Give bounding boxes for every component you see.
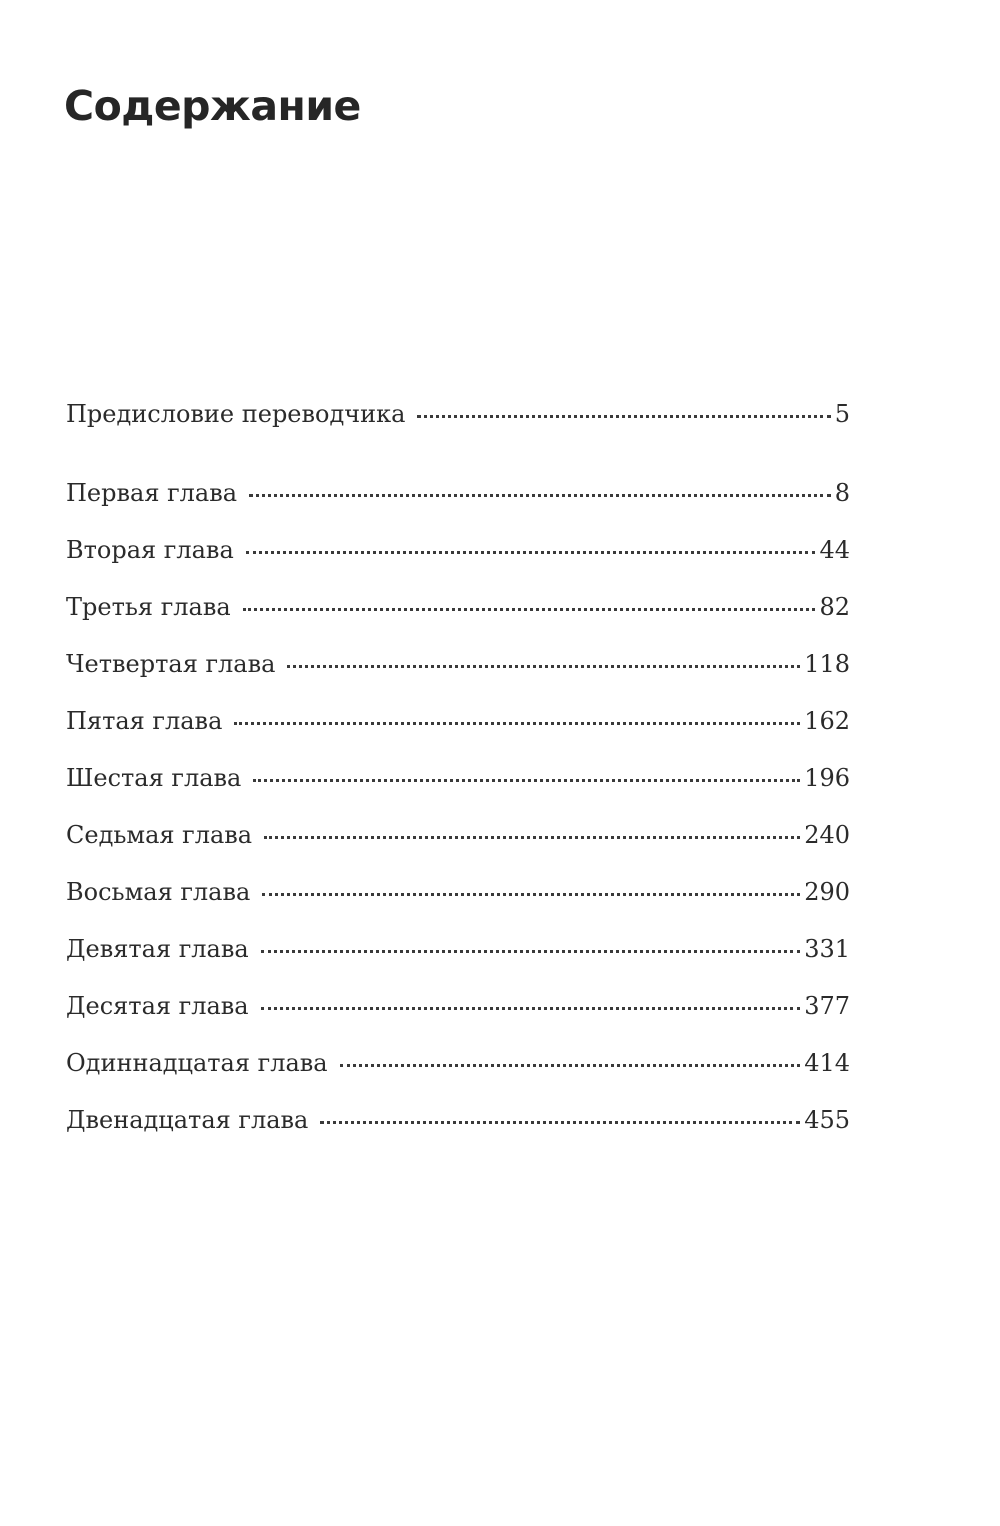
toc-entry-title: Седьмая глава [66, 821, 253, 849]
dot-leader [340, 1064, 801, 1067]
toc-entry-title: Вторая глава [66, 536, 234, 564]
toc-entry-title: Восьмая глава [66, 878, 251, 906]
dot-leader [261, 950, 801, 953]
toc-entry [66, 593, 850, 627]
toc-entry-title: Десятая глава [66, 992, 249, 1020]
toc-entry [66, 400, 850, 434]
dot-leader [264, 836, 800, 839]
toc-entry-page: 377 [804, 992, 850, 1020]
toc-entry-page: 8 [834, 479, 850, 507]
dot-leader [246, 551, 816, 554]
page-title: Содержание [64, 82, 361, 130]
toc-entry-page: 196 [804, 764, 850, 792]
toc-entry [66, 764, 850, 798]
dot-leader [320, 1121, 800, 1124]
toc-entry [66, 992, 850, 1026]
toc-entry-title: Шестая глава [66, 764, 242, 792]
toc-entry [66, 536, 850, 570]
toc-entry [66, 878, 850, 912]
toc-entry-page: 44 [819, 536, 850, 564]
toc-entry-page: 118 [804, 650, 850, 678]
dot-leader [417, 415, 830, 418]
toc-entry [66, 650, 850, 684]
toc-entry-title: Четвертая глава [66, 650, 276, 678]
toc-entry-page: 240 [804, 821, 850, 849]
toc-entry-page: 82 [819, 593, 850, 621]
dot-leader [249, 494, 831, 497]
toc-entry-page: 455 [804, 1106, 850, 1134]
toc-entry-page: 5 [834, 400, 850, 428]
toc-entry [66, 1106, 850, 1140]
toc-entry-page: 290 [804, 878, 850, 906]
toc-entry [66, 935, 850, 969]
dot-leader [262, 893, 800, 896]
dot-leader [234, 722, 800, 725]
toc-entry-page: 414 [804, 1049, 850, 1077]
toc-entry-title: Девятая глава [66, 935, 249, 963]
dot-leader [253, 779, 800, 782]
toc-entry-title: Пятая глава [66, 707, 223, 735]
toc-entry-title: Предисловие переводчика [66, 400, 406, 428]
toc-entry [66, 479, 850, 513]
toc-entry [66, 821, 850, 855]
dot-leader [243, 608, 816, 611]
toc-entry-title: Двенадцатая глава [66, 1106, 309, 1134]
toc-entry-title: Третья глава [66, 593, 231, 621]
toc-entry-page: 162 [804, 707, 850, 735]
toc-entry [66, 707, 850, 741]
toc-entry-title: Одиннадцатая глава [66, 1049, 328, 1077]
dot-leader [287, 665, 800, 668]
toc-entry-page: 331 [804, 935, 850, 963]
dot-leader [261, 1007, 801, 1010]
toc-entry [66, 1049, 850, 1083]
toc-entry-title: Первая глава [66, 479, 238, 507]
